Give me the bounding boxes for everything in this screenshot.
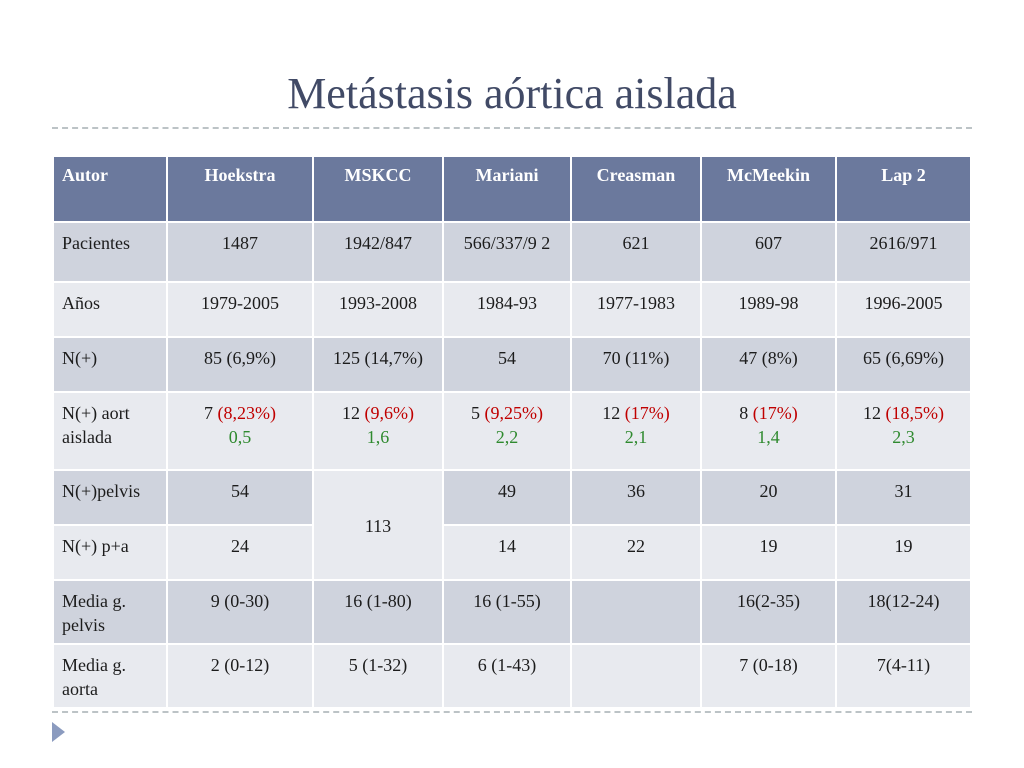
table-cell: 31 (837, 471, 970, 524)
table-cell: 22 (572, 526, 700, 579)
table-cell: 54 (444, 338, 570, 391)
row-label: Media g. pelvis (54, 581, 166, 643)
percent-value: (9,6%) (364, 403, 414, 423)
table-cell: 6 (1-43) (444, 645, 570, 707)
row-label: Años (54, 283, 166, 336)
table-cell: 36 (572, 471, 700, 524)
table-cell: 5 (1-32) (314, 645, 442, 707)
triangle-bullet-icon (52, 722, 65, 742)
bottom-divider (52, 711, 972, 713)
table-cell: 20 (702, 471, 835, 524)
row-label: N(+) (54, 338, 166, 391)
ratio-value: 0,5 (228, 427, 252, 447)
table-cell (444, 393, 570, 469)
row-label: Media g. aorta (54, 645, 166, 707)
table-row-n-aort (54, 393, 970, 469)
table-row-anos (54, 283, 970, 336)
count-value: 8 (739, 403, 749, 423)
table-cell: 16 (1-55) (444, 581, 570, 643)
table-cell: 49 (444, 471, 570, 524)
header-cell: Hoekstra (168, 157, 312, 221)
header-cell: Creasman (572, 157, 700, 221)
table-cell (572, 393, 700, 469)
table-cell: 65 (6,69%) (837, 338, 970, 391)
table-cell (702, 393, 835, 469)
table-row-media-pelvis (54, 581, 970, 643)
count-value: 12 (602, 403, 621, 423)
table-cell: 18(12-24) (837, 581, 970, 643)
table-cell: 1993-2008 (314, 283, 442, 336)
header-cell: Autor (54, 157, 166, 221)
table-cell: 47 (8%) (702, 338, 835, 391)
merged-cell: 113 (314, 471, 442, 579)
count-value: 12 (342, 403, 360, 423)
ratio-value: 2,1 (624, 427, 648, 447)
ratio-value: 2,3 (892, 427, 915, 447)
count-value: 7 (204, 403, 213, 423)
table-cell: 7 (0-18) (702, 645, 835, 707)
table-cell: 2 (0-12) (168, 645, 312, 707)
row-label: N(+) aort aislada (54, 393, 166, 469)
header-cell: Mariani (444, 157, 570, 221)
table-cell: 70 (11%) (572, 338, 700, 391)
table-cell (168, 393, 312, 469)
table-row-pa (54, 526, 970, 579)
table-row-pelvis (54, 471, 970, 524)
table-cell: 1989-98 (702, 283, 835, 336)
row-label: Pacientes (54, 223, 166, 281)
row-label: N(+)pelvis (54, 471, 166, 524)
table-cell: 1984-93 (444, 283, 570, 336)
percent-value: (8,23%) (217, 403, 276, 423)
table-cell: 566/337/9 2 (444, 223, 570, 281)
percent-value: (18,5%) (885, 403, 944, 423)
table-cell (837, 393, 970, 469)
table-cell: 85 (6,9%) (168, 338, 312, 391)
table-cell: 19 (837, 526, 970, 579)
table-cell: 16 (1-80) (314, 581, 442, 643)
header-cell: MSKCC (314, 157, 442, 221)
table-cell: 1996-2005 (837, 283, 970, 336)
table-cell (572, 581, 700, 643)
table-cell: 621 (572, 223, 700, 281)
table-row-media-aorta (54, 645, 970, 707)
table-cell: 1979-2005 (168, 283, 312, 336)
table-header-row (54, 157, 970, 221)
table-cell: 1977-1983 (572, 283, 700, 336)
table-cell: 607 (702, 223, 835, 281)
count-value: 5 (471, 403, 480, 423)
table-cell (314, 393, 442, 469)
top-divider (52, 127, 972, 129)
table-row-n-pos (54, 338, 970, 391)
header-cell: Lap 2 (837, 157, 970, 221)
table-cell: 54 (168, 471, 312, 524)
table-cell: 125 (14,7%) (314, 338, 442, 391)
count-value: 12 (863, 403, 881, 423)
percent-value: (17%) (624, 403, 670, 423)
table-cell (572, 645, 700, 707)
header-cell: McMeekin (702, 157, 835, 221)
table-row-pacientes (54, 223, 970, 281)
table-cell: 1487 (168, 223, 312, 281)
percent-value: (17%) (752, 403, 798, 423)
ratio-value: 1,4 (757, 427, 780, 447)
table-cell: 24 (168, 526, 312, 579)
table-cell: 14 (444, 526, 570, 579)
table-cell: 1942/847 (314, 223, 442, 281)
table-cell: 16(2-35) (702, 581, 835, 643)
data-table (52, 155, 972, 709)
table-cell: 9 (0-30) (168, 581, 312, 643)
table-cell: 2616/971 (837, 223, 970, 281)
table-cell: 19 (702, 526, 835, 579)
ratio-value: 1,6 (366, 427, 390, 447)
percent-value: (9,25%) (484, 403, 543, 423)
table-cell: 7(4-11) (837, 645, 970, 707)
row-label: N(+) p+a (54, 526, 166, 579)
ratio-value: 2,2 (495, 427, 519, 447)
slide-title: Metástasis aórtica aislada (287, 69, 737, 118)
